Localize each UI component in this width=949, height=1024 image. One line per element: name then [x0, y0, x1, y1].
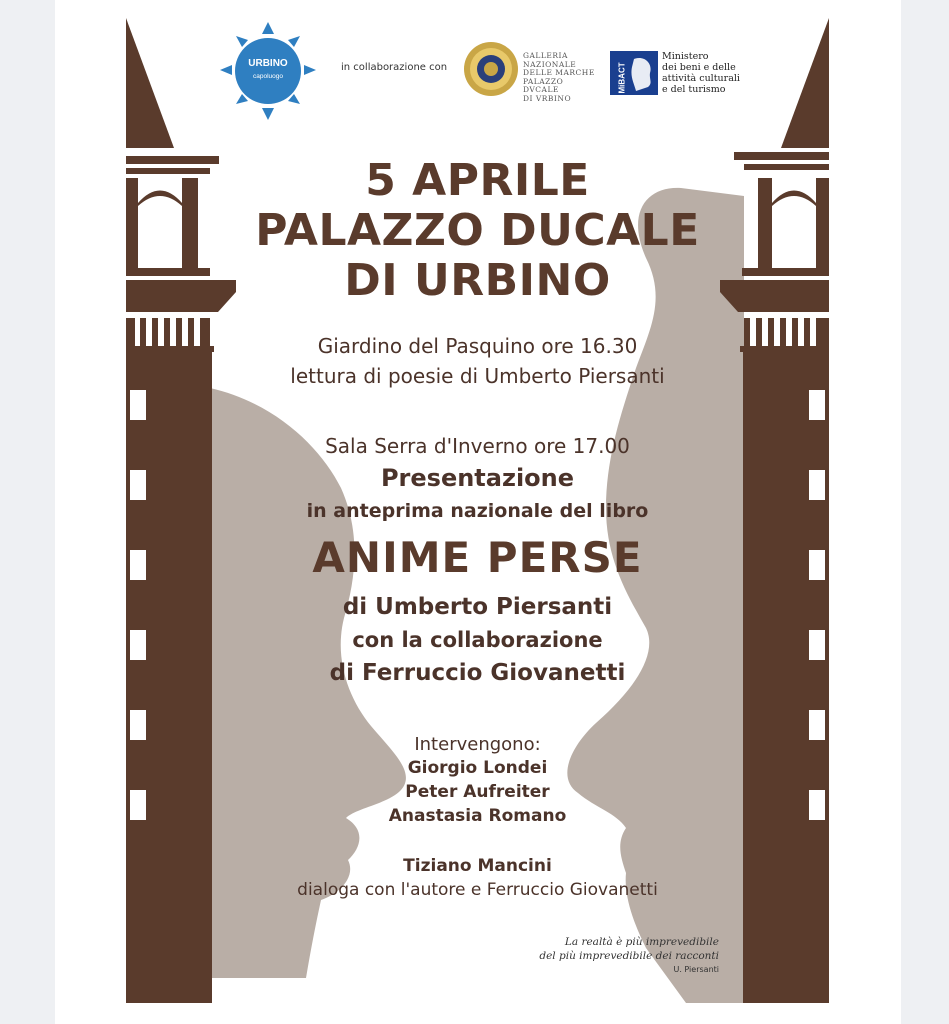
- mibact-logo-icon: [610, 51, 658, 95]
- galleria-nazionale-text: [523, 52, 595, 103]
- galleria-line: PALAZZO: [523, 76, 564, 86]
- urbino-badge-subtext: capoluogo: [253, 73, 283, 80]
- mibact-logo-mark: MiBACT: [617, 62, 627, 94]
- event1-description: lettura di poesie di Umberto Piersanti: [290, 364, 665, 388]
- headline-date: 5 APRILE: [365, 155, 590, 206]
- logos-row: [126, 18, 829, 128]
- headline-venue: PALAZZO DUCALE: [255, 205, 700, 256]
- speaker-name: Peter Aufreiter: [405, 782, 550, 802]
- event-poster: [126, 18, 829, 1003]
- ministero-line: attività culturali: [662, 73, 740, 84]
- collaboration-text: in collaborazione con: [341, 62, 448, 73]
- quote-line: del più imprevedibile dei racconti: [539, 950, 719, 962]
- speaker-name: Giorgio Londei: [407, 758, 548, 778]
- urbino-badge-text: URBINO: [248, 58, 288, 69]
- galleria-line: DI VRBINO: [523, 93, 572, 103]
- speakers-label: Intervengono:: [414, 734, 541, 755]
- galleria-line: GALLERIA: [523, 51, 568, 60]
- quote-author: U. Piersanti: [673, 965, 719, 974]
- collaborator-name: di Ferruccio Giovanetti: [329, 660, 626, 686]
- presentation-heading: Presentazione: [380, 464, 575, 492]
- ministero-text: [662, 51, 740, 95]
- event1-time: Giardino del Pasquino ore 16.30: [317, 334, 638, 358]
- event2-time: Sala Serra d'Inverno ore 17.00: [325, 434, 630, 458]
- galleria-line: NAZIONALE: [523, 59, 577, 69]
- headline-city: DI URBINO: [344, 255, 611, 306]
- book-title: ANIME PERSE: [312, 533, 643, 582]
- galleria-line: DVCALE: [523, 85, 559, 94]
- moderator-name: Tiziano Mancini: [403, 856, 552, 876]
- galleria-seal-icon: [462, 40, 520, 98]
- ministero-line: e del turismo: [662, 84, 726, 95]
- ministero-line: dei beni e delle: [662, 62, 736, 73]
- quote-line: La realtà è più imprevedibile: [564, 936, 719, 948]
- book-author: di Umberto Piersanti: [342, 594, 613, 620]
- galleria-line: DELLE MARCHE: [523, 68, 595, 77]
- ministero-line: Ministero: [662, 51, 709, 62]
- author-quote: [539, 935, 719, 977]
- speaker-name: Anastasia Romano: [388, 806, 567, 826]
- moderator-role: dialoga con l'autore e Ferruccio Giovanetti: [297, 880, 658, 900]
- collaboration-label: con la collaborazione: [352, 628, 603, 652]
- urbino-capoluogo-logo: [218, 20, 318, 122]
- preview-subheading: in anteprima nazionale del libro: [306, 500, 649, 522]
